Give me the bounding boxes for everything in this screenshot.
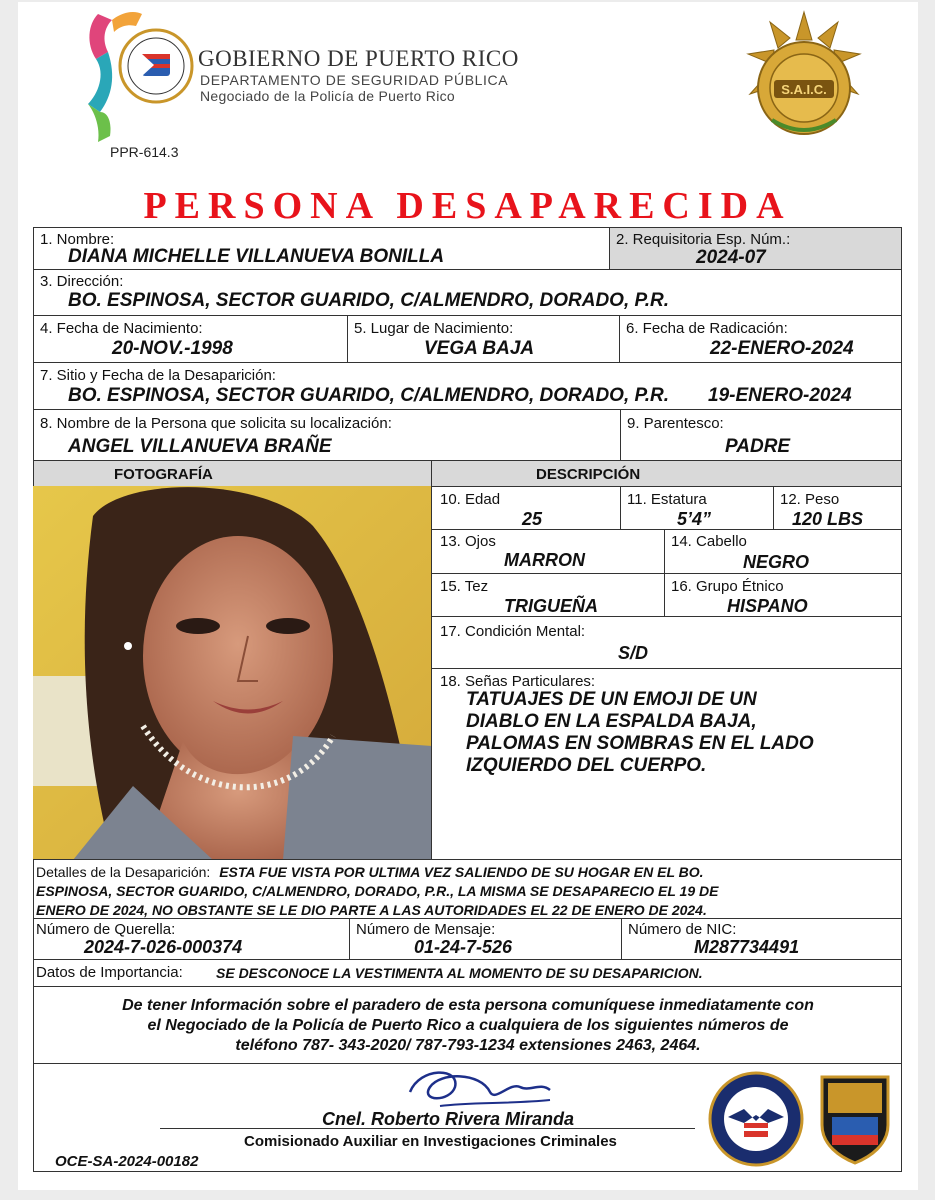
cell-requisitoria [609,227,902,270]
police-shield [818,1071,892,1165]
nacimiento-value: 20-NOV.-1998 [112,338,233,359]
senas-line: IZQUIERDO DEL CUERPO. [466,755,707,776]
parentesco-value: PADRE [725,436,791,457]
sitio-label: 7. Sitio y Fecha de la Desaparición: [40,367,276,384]
detalles-label: Detalles de la Desaparición: [36,864,211,880]
senas-line: PALOMAS EN SOMBRAS EN EL LADO [466,733,814,754]
direccion-label: 3. Dirección: [40,273,124,290]
etnico-label: 16. Grupo Étnico [671,578,784,595]
detalles-line3: ENERO DE 2024, NO OBSTANTE SE LE DIO PARTE A LAS AUTORIDADES EL 22 DE ENERO DE 2024. [36,902,707,918]
cell-direccion [33,269,902,316]
contact-notice [40,996,896,1056]
parentesco-label: 9. Parentesco: [627,415,724,432]
ojos-label: 13. Ojos [440,533,496,550]
reference-number: OCE-SA-2024-00182 [55,1153,199,1170]
detalles-line1: ESTA FUE VISTA POR ULTIMA VEZ SALIENDO DE SU HOGAR EN EL BO. [219,864,704,880]
radicacion-label: 6. Fecha de Radicación: [626,320,788,337]
mensaje-label: Número de Mensaje: [356,921,496,938]
estatura-label: 11. Estatura [627,491,707,508]
importancia-label: Datos de Importancia: [36,964,183,981]
sitio-fecha-value: 19-ENERO-2024 [708,385,852,406]
querella-value: 2024-7-026-000374 [84,937,243,957]
descripcion-header [431,460,902,487]
foto-header-label: FOTOGRAFÍA [114,466,213,483]
cell-solicita [33,409,621,461]
mental-value: S/D [618,643,649,663]
cell-cabello [664,529,902,574]
notice-line: el Negociado de la Policía de Puerto Rico a cualquiera de los siguientes números de [147,1017,789,1034]
etnico-value: HISPANO [727,596,808,616]
senas-label: 18. Señas Particulares: [440,673,596,690]
tez-value: TRIGUEÑA [504,596,598,616]
cell-estatura [620,486,774,530]
nic-value: M287734491 [694,937,800,957]
cell-lugar [347,315,620,363]
cell-radicacion [619,315,902,363]
cell-querella [33,918,350,960]
senas-line: TATUAJES DE UN EMOJI DE UN [466,689,757,710]
nombre-value: DIANA MICHELLE VILLANUEVA BONILLA [68,246,445,267]
ojos-value: MARRON [504,550,585,570]
saic-badge [742,10,866,150]
lugar-label: 5. Lugar de Nacimiento: [354,320,514,337]
solicita-label: 8. Nombre de la Persona que solicita su localización: [40,415,392,432]
cell-tez [431,573,665,617]
sitio-value: BO. ESPINOSA, SECTOR GUARIDO, C/ALMENDRO, DORADO, P.R. [68,385,670,406]
cell-peso [773,486,902,530]
gov-bureau: Negociado de la Policía de Puerto Rico [200,88,455,104]
cabello-label: 14. Cabello [671,533,747,550]
edad-value: 25 [522,509,543,529]
importancia-value: SE DESCONOCE LA VESTIMENTA AL MOMENTO DE SU DESAPARICION. [216,965,703,981]
peso-label: 12. Peso [780,491,840,508]
cell-nacimiento [33,315,348,363]
page-title: PERSONA DESAPARECIDA [143,185,792,227]
foto-header [33,460,432,487]
lugar-value: VEGA BAJA [424,338,535,359]
cell-importancia [33,959,902,987]
querella-label: Número de Querella: [36,921,176,938]
cell-etnico [664,573,902,617]
cell-mental [431,616,902,669]
nombre-label: 1. Nombre: [40,231,115,248]
descripcion-header-label: DESCRIPCIÓN [536,466,641,483]
mental-label: 17. Condición Mental: [440,623,586,640]
requisitoria-value: 2024-07 [696,247,766,268]
cell-edad [431,486,621,530]
tez-label: 15. Tez [440,578,489,595]
senas-line: DIABLO EN LA ESPALDA BAJA, [466,711,757,732]
notice-line: teléfono 787- 343-2020/ 787-793-1234 extensiones 2463, 2464. [235,1037,701,1054]
signature-scribble [400,1062,560,1112]
badge-text: S.A.I.C. [781,82,827,97]
estatura-value: 5’4” [677,509,712,529]
government-logo [78,4,198,144]
solicita-value: ANGEL VILLANUEVA BRAÑE [68,436,332,457]
radicacion-value: 22-ENERO-2024 [710,338,854,359]
notice-line: De tener Información sobre el paradero de esta persona comuníquese inmediatamente con [122,997,814,1014]
dsp-seal [708,1071,804,1167]
cell-ojos [431,529,665,574]
cell-detalles [33,859,902,919]
signer-title: Comisionado Auxiliar en Investigaciones Criminales [244,1133,617,1150]
mensaje-value: 01-24-7-526 [414,937,513,957]
cell-mensaje [349,918,622,960]
signer-name: Cnel. Roberto Rivera Miranda [322,1109,575,1129]
cell-nombre [33,227,610,270]
cell-nic [621,918,902,960]
nic-label: Número de NIC: [628,921,737,938]
cell-sitio [33,362,902,410]
peso-value: 120 LBS [792,509,864,529]
person-photo [33,486,432,860]
detalles-line2: ESPINOSA, SECTOR GUARIDO, C/ALMENDRO, DORADO, P.R., LA MISMA SE DESAPARECIO EL 19 DE [36,883,719,899]
edad-label: 10. Edad [440,491,501,508]
senas-value [466,689,814,777]
cell-senas [431,668,902,860]
form-code: PPR-614.3 [110,144,179,160]
nacimiento-label: 4. Fecha de Nacimiento: [40,320,203,337]
requisitoria-label: 2. Requisitoria Esp. Núm.: [616,231,791,248]
gov-name: GOBIERNO DE PUERTO RICO [198,46,519,71]
direccion-value: BO. ESPINOSA, SECTOR GUARIDO, C/ALMENDRO, DORADO, P.R. [68,290,670,311]
cabello-value: NEGRO [743,552,810,572]
gov-department: DEPARTAMENTO DE SEGURIDAD PÚBLICA [200,72,509,88]
cell-parentesco [620,409,902,461]
